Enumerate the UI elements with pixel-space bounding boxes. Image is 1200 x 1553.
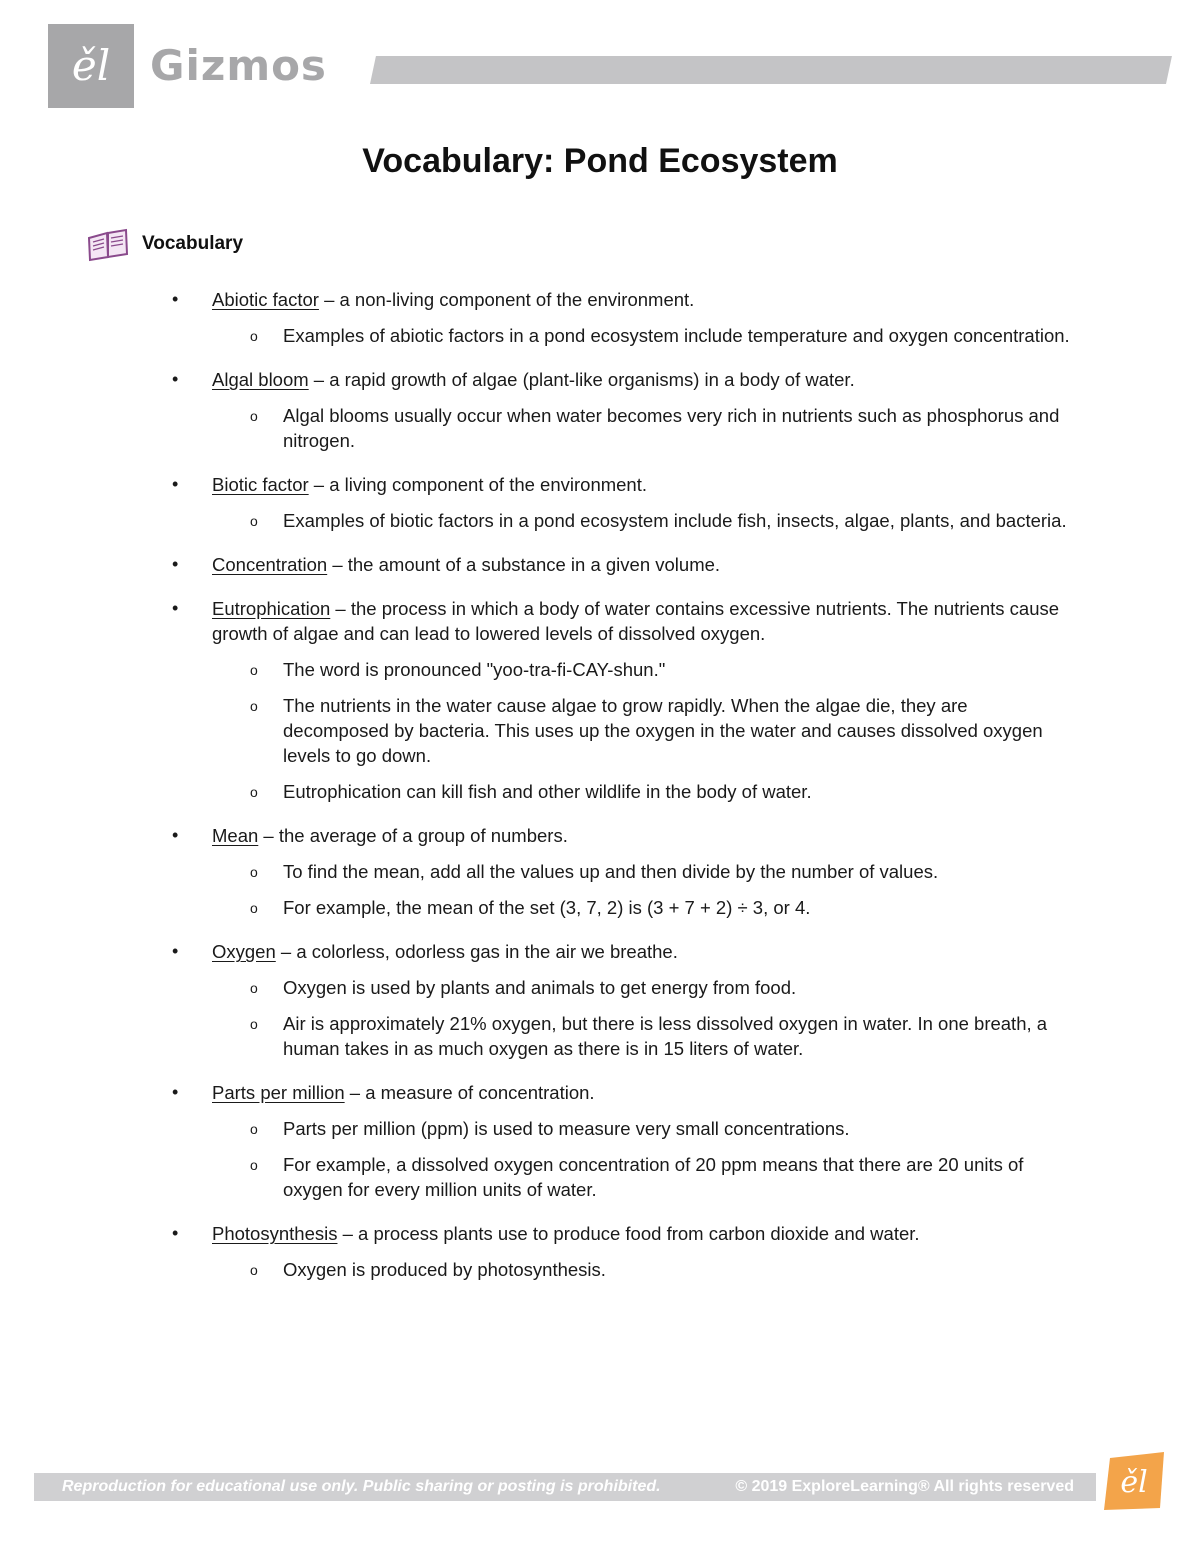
bullet-icon: • — [172, 825, 179, 845]
term-word: Concentration — [212, 554, 328, 575]
term-word: Oxygen — [212, 941, 276, 962]
sub-list-item — [0, 323, 1200, 348]
sub-list-item — [0, 1257, 1200, 1282]
footer-copyright: © 2019 ExploreLearning® All rights reserved — [735, 1478, 1074, 1495]
list-item — [0, 823, 1200, 920]
term-definition-line — [212, 596, 1072, 646]
term-word: Photosynthesis — [212, 1223, 338, 1244]
term-note: Algal blooms usually occur when water becomes very rich in nutrients such as phosphorus and nitrogen. — [283, 405, 1060, 451]
gizmos-logo — [48, 24, 134, 108]
term-note: The word is pronounced "yoo-tra-fi-CAY-shun." — [283, 659, 666, 680]
term-word: Mean — [212, 825, 259, 846]
bullet-icon: • — [172, 1223, 179, 1243]
term-word: Eutrophication — [212, 598, 331, 619]
sub-list-item — [0, 859, 1200, 884]
term-note: Oxygen is used by plants and animals to get energy from food. — [283, 977, 797, 998]
circle-bullet-icon: o — [250, 784, 258, 800]
list-item — [0, 472, 1200, 533]
footer-bar — [34, 1473, 1096, 1501]
list-item — [0, 552, 1200, 577]
list-item — [0, 287, 1200, 348]
circle-bullet-icon: o — [250, 662, 258, 678]
sub-list-item — [0, 693, 1200, 768]
term-note: For example, the mean of the set (3, 7, 2) is (3 + 7 + 2) ÷ 3, or 4. — [283, 897, 811, 918]
sub-list-item — [0, 975, 1200, 1000]
list-item — [0, 367, 1200, 453]
term-definition-line — [212, 287, 1072, 312]
term-word: Abiotic factor — [212, 289, 319, 310]
section-heading: Vocabulary — [142, 233, 244, 254]
term-definition: – the amount of a substance in a given volume. — [327, 554, 721, 575]
bullet-icon: • — [172, 474, 179, 494]
sub-list-item — [0, 403, 1200, 453]
bullet-icon: • — [172, 554, 179, 574]
bullet-icon: • — [172, 598, 179, 618]
logo-glyph: ěl — [71, 41, 111, 90]
explorelearning-logo — [1100, 1450, 1170, 1512]
term-note: The nutrients in the water cause algae to grow rapidly. When the algae die, they are decomposed by bacteria. This uses up the oxygen in the water and causes dissolved oxygen levels to go down. — [283, 695, 1043, 766]
term-definition-line — [212, 472, 1072, 497]
term-definition-line — [212, 367, 1072, 392]
term-definition-line — [212, 1221, 1072, 1246]
bullet-icon: • — [172, 1082, 179, 1102]
sub-list-item — [0, 1152, 1200, 1202]
term-word: Parts per million — [212, 1082, 345, 1103]
term-definition-line — [212, 1080, 1072, 1105]
sub-list-item — [0, 508, 1200, 533]
circle-bullet-icon: o — [250, 408, 258, 424]
circle-bullet-icon: o — [250, 864, 258, 880]
term-definition: – a measure of concentration. — [344, 1082, 595, 1103]
term-definition: – a colorless, odorless gas in the air we breathe. — [275, 941, 678, 962]
term-note: Examples of biotic factors in a pond ecosystem include fish, insects, algae, plants, and bacteria. — [283, 510, 1067, 531]
circle-bullet-icon: o — [250, 1262, 258, 1278]
term-note: Eutrophication can kill fish and other wildlife in the body of water. — [283, 781, 812, 802]
circle-bullet-icon: o — [250, 1157, 258, 1173]
term-note: Parts per million (ppm) is used to measure very small concentrations. — [283, 1118, 850, 1139]
circle-bullet-icon: o — [250, 980, 258, 996]
footer-notice: Reproduction for educational use only. Public sharing or posting is prohibited. — [62, 1478, 661, 1495]
sub-list-item — [0, 779, 1200, 804]
term-note: Air is approximately 21% oxygen, but there is less dissolved oxygen in water. In one breath, a human takes in as much oxygen as there is in 15 liters of water. — [283, 1013, 1048, 1059]
circle-bullet-icon: o — [250, 513, 258, 529]
term-word: Biotic factor — [212, 474, 309, 495]
term-definition-line — [212, 552, 1072, 577]
footer-logo-glyph: ěl — [1120, 1465, 1148, 1500]
term-definition-line — [212, 823, 1072, 848]
term-definition: – the average of a group of numbers. — [258, 825, 568, 846]
bullet-icon: • — [172, 369, 179, 389]
header-bar — [370, 56, 1172, 84]
sub-list-item — [0, 895, 1200, 920]
circle-bullet-icon: o — [250, 900, 258, 916]
list-item — [0, 939, 1200, 1061]
list-item — [0, 1221, 1200, 1282]
list-item — [0, 596, 1200, 804]
term-definition: – a rapid growth of algae (plant-like organisms) in a body of water. — [308, 369, 855, 390]
circle-bullet-icon: o — [250, 698, 258, 714]
bullet-icon: • — [172, 941, 179, 961]
circle-bullet-icon: o — [250, 328, 258, 344]
term-note: For example, a dissolved oxygen concentration of 20 ppm means that there are 20 units of oxygen for every million units of water. — [283, 1154, 1024, 1200]
sub-list-item — [0, 657, 1200, 682]
term-note: To find the mean, add all the values up and then divide by the number of values. — [283, 861, 939, 882]
term-note: Examples of abiotic factors in a pond ecosystem include temperature and oxygen concentration. — [283, 325, 1070, 346]
sub-list-item — [0, 1011, 1200, 1061]
term-definition: – a living component of the environment. — [308, 474, 647, 495]
vocabulary-list — [0, 287, 1200, 1301]
term-definition: – the process in which a body of water contains excessive nutrients. The nutrients cause growth of algae and can lead to lowered levels of dissolved oxygen. — [212, 598, 1060, 644]
term-definition-line — [212, 939, 1072, 964]
circle-bullet-icon: o — [250, 1016, 258, 1032]
brand-name: Gizmos — [150, 41, 327, 90]
sub-list-item — [0, 1116, 1200, 1141]
page-title: Vocabulary: Pond Ecosystem — [362, 142, 838, 180]
term-note: Oxygen is produced by photosynthesis. — [283, 1259, 606, 1280]
term-word: Algal bloom — [212, 369, 309, 390]
book-icon — [86, 228, 130, 262]
bullet-icon: • — [172, 289, 179, 309]
list-item — [0, 1080, 1200, 1202]
term-definition: – a process plants use to produce food from carbon dioxide and water. — [337, 1223, 920, 1244]
circle-bullet-icon: o — [250, 1121, 258, 1137]
term-definition: – a non-living component of the environment. — [318, 289, 695, 310]
